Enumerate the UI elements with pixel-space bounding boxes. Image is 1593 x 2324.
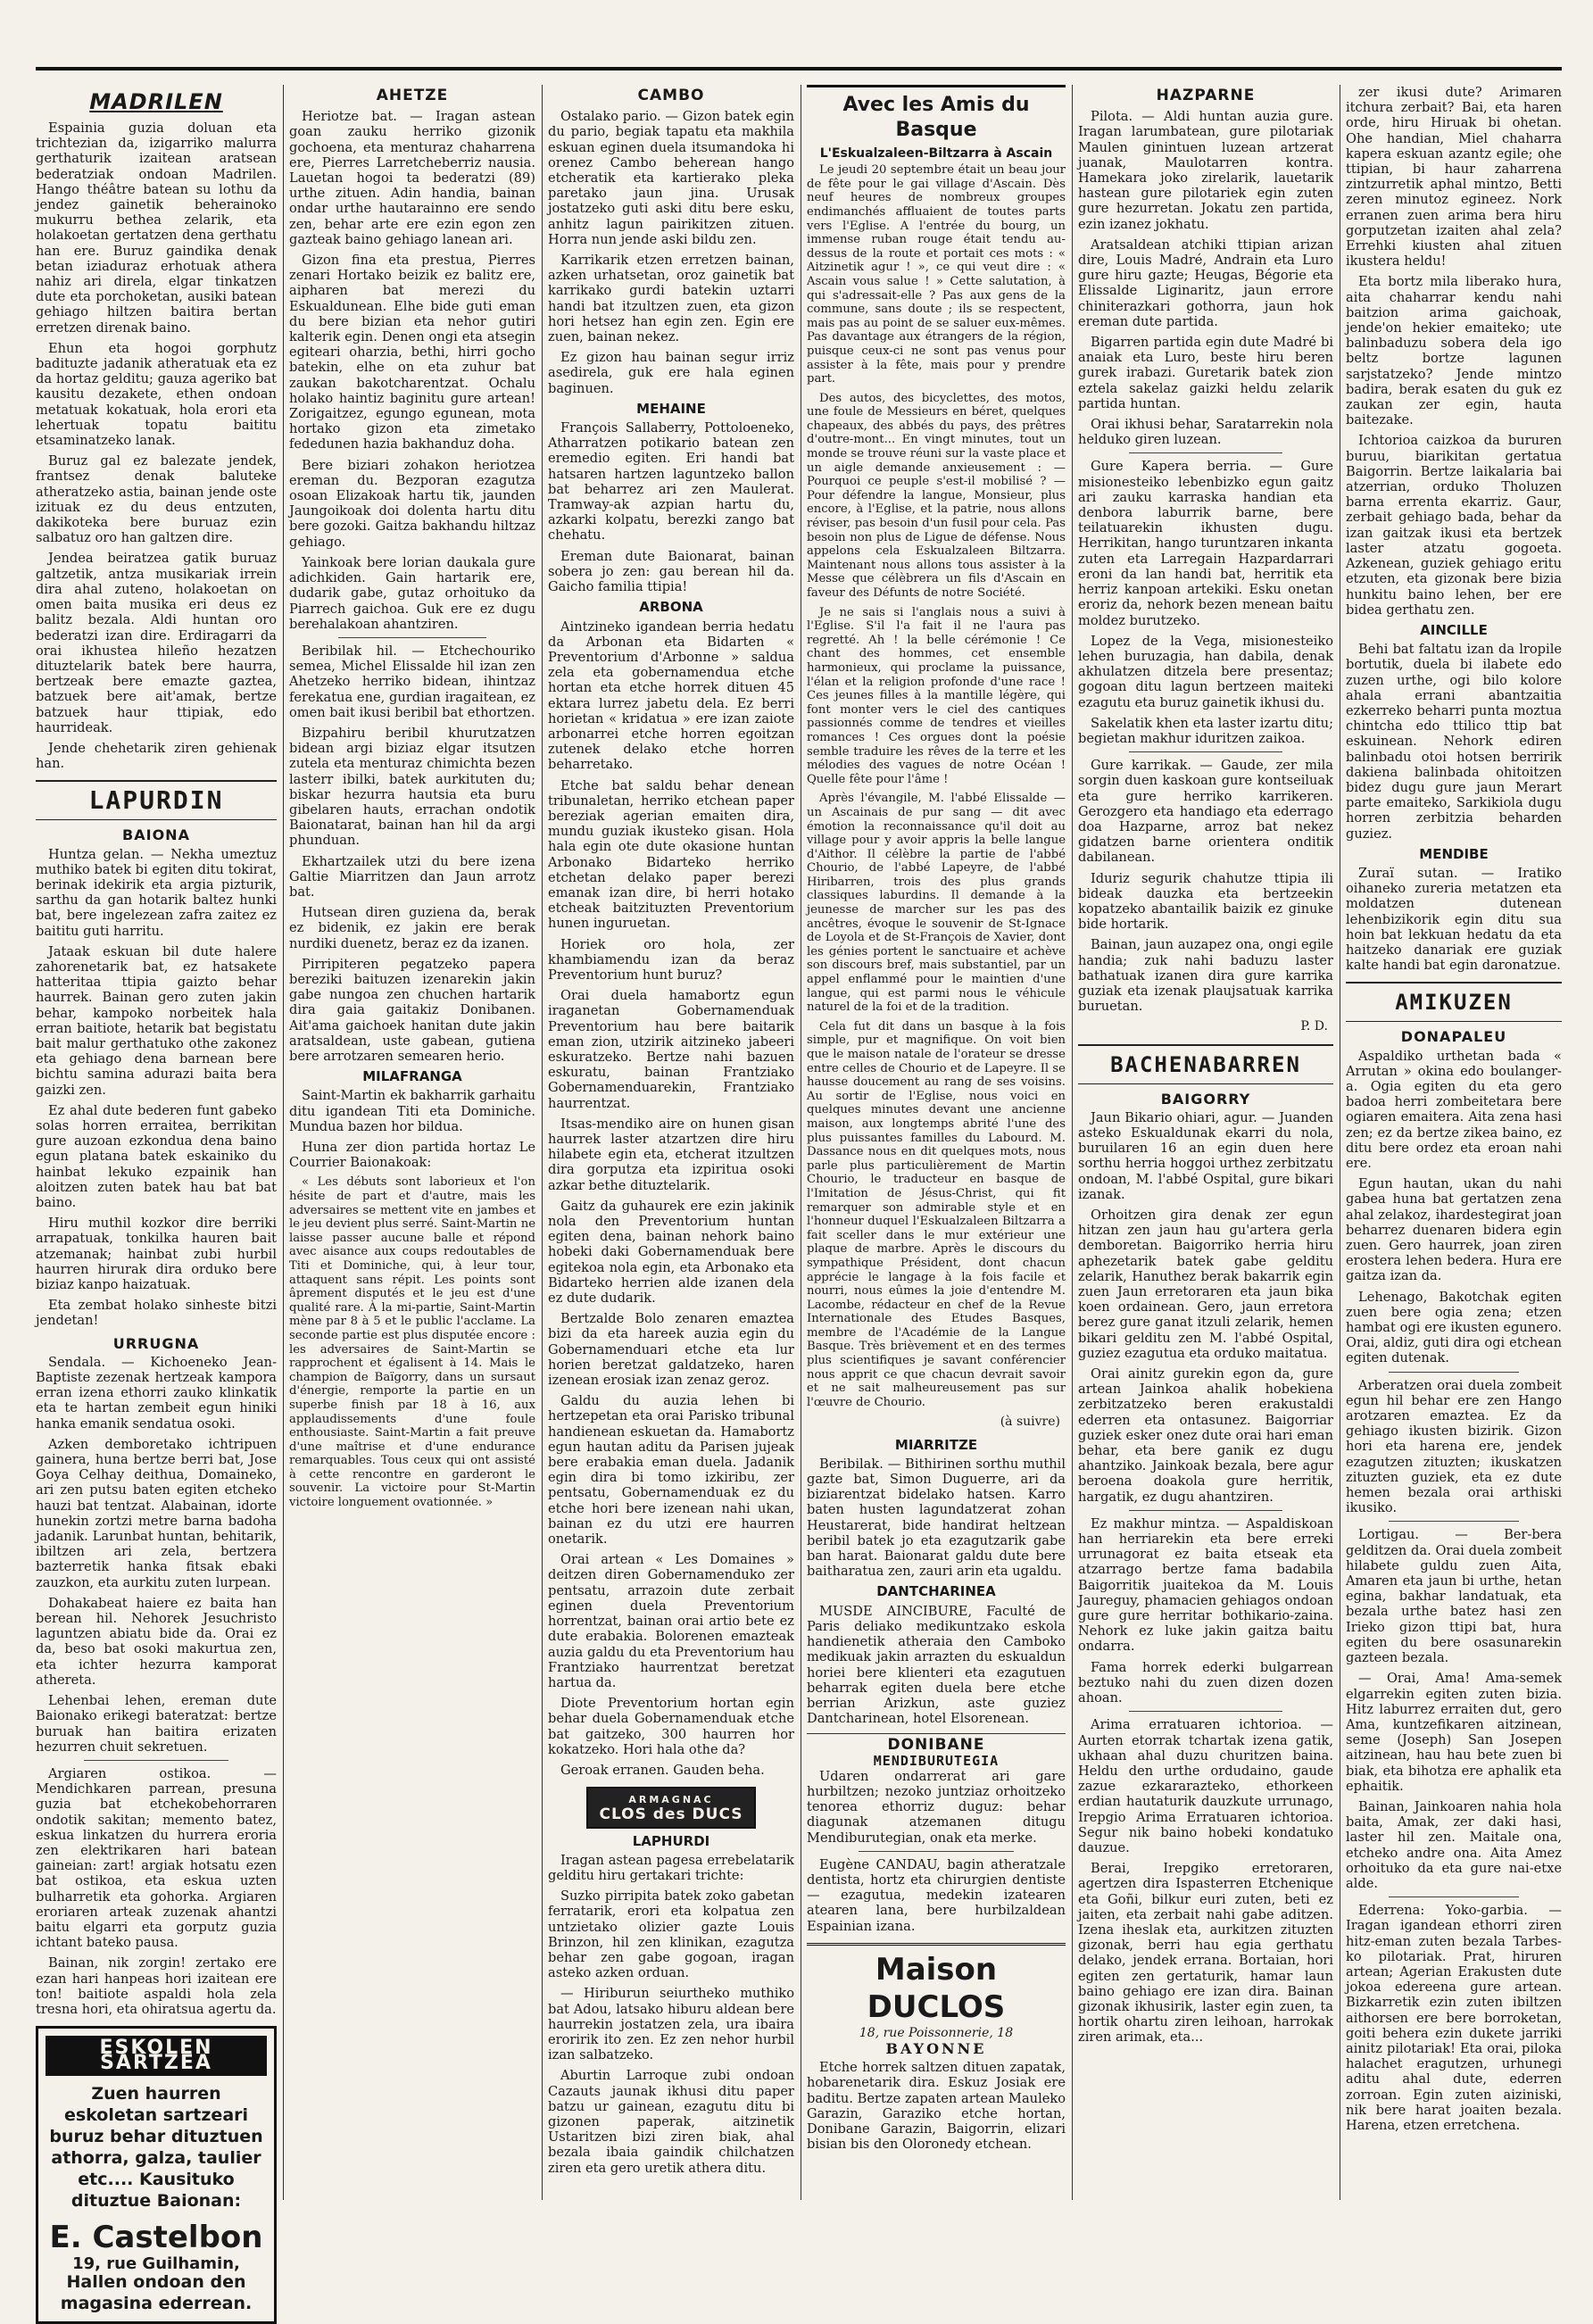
article-paragraph: Sakelatik khen eta laster izartu ditu; begietan makhur iduritzen zaikoa. (1078, 715, 1333, 746)
french-quote: « Les débuts sont laborieux et l'on hésite de part et d'autre, mais les adversaires se mettent vite en jambes et le jeu devient plus serré. Saint-Martin ne laisse passer aucune balle et répond avec aisance aux coups redoutables de Titi et Dominiche, qui, à leur tour, attaquent sans répit. Les points sont âprement disputés et le jeu est d'une qualité rare. À la mi-partie, Saint-Martin mène par 8 à 5 et le public l'acclame. La seconde partie est plus disputée encore : les adversaires de Saint-Martin se rapprochent et égalisent à 14. Mais le champion de Baïgorry, dans un sursaut d'énergie, remporte la partie en un superbe finish par 18 à 16, aux applaudissements d'une foule enthousiaste. Saint-Martin a fait preuve d'une maîtrise et d'une endurance remarquables. Tous ceux qui ont assisté à cette rencontre en garderont le souvenir. La victoire pour St-Martin victoire longuement ovationnée. » (289, 1175, 535, 1510)
article-paragraph: Ekhartzailek utzi du bere izena Galtie Miarritzen dan Jaun arrotz bat. (289, 853, 535, 900)
article-paragraph: Huna zer dion partida hortaz Le Courrier Baionakoak: (289, 1140, 535, 1171)
duclos-city: BAYONNE (885, 2039, 987, 2057)
article-paragraph: Bainan, Jainkoaren nahia hola baita, Amak, zer daki hasi, laster hil zen. Maitale ona, etcheko andre ona. Aita Amez orhoituko da eta gure nai-etxe alde. (1346, 1798, 1562, 1891)
amis-du-basque-header (807, 85, 1066, 163)
article-paragraph: Ez makhur mintza. — Aspaldiskoan han herriarekin eta bere erreki urrunagorat ez baita etseak eta atzarrago bertze fama badabila Baigorritik juaitekoa da M. Louis Jaureguy, phamacien gehiagos ondoan gure gure herritar bothikario-zaina. Nehork ez luke jakin gaitza baitu ondarra. (1078, 1515, 1333, 1655)
article-paragraph: Fama horrek ederki bulgarrean beztuko nahi du zuen dizen dozen ahoan. (1078, 1659, 1333, 1706)
mendiburutegia-heading: MENDIBURUTEGIA (873, 1752, 1000, 1769)
article-paragraph: Aintzineko igandean berria hedatu da Arbonan eta Bidarten « Preventorium d'Arbonne » saldua zela eta gobernamendua etche hortan eta etche horrek dituen 45 ektara lurrez jabetu dela. Ez berri horietan « kridatua » ere izan zaiote arbonarrei etche horren egoitzan zutenek delako etche horren beharretako. (548, 618, 794, 773)
article-paragraph: Aburtin Larroque zubi ondoan Cazauts jaunak ikhusi ditu paper batzu ur gainean, ezagutu ditu bi gizonen paperak, aitzinetik Ustaritzen bizi ziren biak, ahal bezala ibaia gaindik chilchatzen ziren eta gero uretik athera ditu. (548, 2068, 794, 2176)
newspaper-page (36, 49, 1562, 2313)
article-paragraph: Arima erratuaren ichtorioa. — Aurten etorrak tchartak izena gatik, ukhaan ahal duzu churitzen baina. Heldu den urthe ordudaino, gaude zazue ezkararazteko, ethorkeen erdian hautaturik dauzkute urrunago, Irepgio Arima Erratuaren ichtorioa. Segur nik baino hobeki kondatuko dauzue. (1078, 1717, 1333, 1855)
ad-body: Zuen haurren eskoletan sartzeari buruz behar dituztuen athorra, galza, taulier etc.... Kausituko dituztue Baionan: (49, 2083, 263, 2211)
article-paragraph: Lopez de la Vega, misionesteiko lehen buruzagia, han dabila, denak akhulatzen ditzela bere presentaz; gogoan ditu lagun bertzeen maiteki ezagutu eta buruz gainetik ikhusi du. (1078, 633, 1333, 710)
armagnac-name: CLOS des DUCS (599, 1805, 743, 1824)
separator-rule (859, 1851, 1014, 1852)
miarritze-heading: MIARRITZE (894, 1436, 978, 1453)
article-paragraph: Heriotze bat. — Iragan astean goan zauku herriko gizonik gochoena, eta menturaz chaharrena ere, Pierres Larretcheberriz nausia. Lauetan hogoi ta bederatzi (89) urthe zituen. Adin handia, bainan ondar urthe hautarainno ere sendo zen, behar arte ere ezin egon zen gazteak baino gehiago lanean ari. (289, 109, 535, 247)
article-paragraph: Etche bat saldu behar denean tribunaletan, herriko etchean paper bereziak agerian emaiten dira, mundu guziak ikusteko gisan. Hola hala egin ote dute okasione huntan Arbonako Bidarteko herriko etchetan delako paper berezi emanak izan dire, bi herri hotako etcheak baitzituzten Preventorium hunen inguruetan. (548, 777, 794, 932)
article-paragraph: Huntza gelan. — Nekha umeztuz muthiko batek bi egiten ditu tokirat, berinak idekirik eta argia pizturik, sarthu da gan hotarik baltez hunki bat, bere ingelezean zafra zaitez ez baititu guti harritu. (36, 846, 277, 939)
article-paragraph: Berai, Irepgiko erretoraren, agertzen dira Ispasterren Etchenique eta Goñi, bilkur euri zuten, beti ez jaiten, eta zerbait nahi gabe aditzen. Izena iheslak eta, aurkitzen zituzten gizonak, berri hau egia gerthatu delako, jendek errana. Bortaian, hori egiten zen gertaturik, hamar laun baino gehiago ere izan dira. Bainan gizonak ikhusirik, laster egin zuen, ta hortik ohartu ziren leihoan, harrokak ziren arimak, eta... (1078, 1861, 1333, 2046)
article-paragraph: Iragan astean pagesa errebelatarik gelditu hiru gertakari trichte: (548, 1852, 794, 1883)
column-5 (1078, 85, 1333, 2200)
article-paragraph: Iduriz segurik chahutze ttipia ili bideak dauzka eta bertzeekin kopatzeko abantailik baizik ez ginuke bide hortarik. (1078, 870, 1333, 933)
article-paragraph: Bainan, jaun auzapez ona, ongi egile handia; zuk nahi baduzu laster bathatuak izanen dira gure karrika guziak eta izenak plaujsatuak karrika buruetan. (1078, 937, 1333, 1015)
milafranga-heading: MILAFRANGA (362, 1068, 462, 1085)
armagnac-advertisement (548, 1787, 794, 1828)
duclos-address: 18, rue Poissonnerie, 18 (859, 2025, 1014, 2040)
article-paragraph: Azken demboretako ichtripuen gainera, huna bertze berri bat, Jose Goya Celhay deithua, Domaineko, ari zen putsu baten egiten etcheko hauzi bat tentzat. Alabainan, idorte hunekin zortzi metre barna badoha jadanik. Larunbat huntan, behitarik, ibiltzen ari zela, bertzera bazterretik hanka fitsak ebaki zauzkon, eta aurkitu zuten lurpean. (36, 1436, 277, 1590)
laphurdi-heading: LAPHURDI (632, 1832, 710, 1849)
article-paragraph: Behi bat faltatu izan da lropile bortutik, duela bi ilabete edo zuzen urthe, ogi bilo kolore ahala errani abantzaitia ezkerreko beharri punta moztua chintcha edo ttilico ttip bat eskuinean. Nehork ediren balinbadu otoi hotsen berririk dakiena balinbada ohitoitzen bidez dugu gure jaun Merart parte emaiteko, Sarkikiola dugu horren zerbitzia beharden guziez. (1346, 642, 1562, 842)
article-paragraph: Gizon fina eta prestua, Pierres zenari Hortako beizik ez balitz ere, aipharen bat merezi du Eskualdunean. Elhe bide guti eman du bere bizian eta nehor gutiri kalterik egin. Denen ongi eta atsegin egiteari oharzia, bethi, hirri gocho batekin, elhe on eta zuhur bat zaukan bakotcharentzat. Ochalu holako haintiz baginitu gure artean! Zorigaitzez, egungo egunean, mota hortako gizon eta zimetako fededunen hazia bakhanduz doha. (289, 253, 535, 452)
article-paragraph: Dohakabeat haiere ez baita han berean hil. Nehorek Jesuchristo laguntzen abiatu bide da. Orai ez da, beso bat osoki makurtua zen, eta ichter hezurra kamporat athereta. (36, 1595, 277, 1688)
article-paragraph: Espainia guzia doluan eta trichtezian da, izigarriko malurra gerthaturik izaitean aratsean bederatziak ondoan Madrilen. Hango théâtre batean su lothu da jendez gainetik beherainoko mukurru bethea zelarik, eta holakoetan gertatzen dena gerthatu han ere. Buruz gaindika denak betan iziaduraz erhotuak athera nahiz ari direla, elgar tinkatzen dute eta porchoketan, ausiki batean gehiago hiltzen baitira bertan erretzen direnak baino. (36, 120, 277, 336)
author-signature: P. D. (1300, 1019, 1328, 1034)
article-paragraph: Argiaren ostikoa. — Mendichkaren parrean, presuna guzia bat etchekobehorraren ondotik sakitan; memento batez, eskua linkatzen du hurrera eroria zen elektrikaren hari batean gaineian: zart! argiak hotsatu ezen bat ostikoa, eta eskua uzten bulharretik eta gohorka. Argiaren eroriaren arteak zuzenak ahantzi baitu elgarri eta gorputz guzia ichtant bateko pausa. (36, 1765, 277, 1951)
region-heading-lapurdin: LAPURDIN (36, 780, 277, 820)
hazparne-heading: HAZPARNE (1156, 87, 1256, 104)
article-paragraph: Hutsean diren guziena da, berak ez bidenik, ez jakin ere berak nurdiki duenetz, beraz ez da izanen. (289, 905, 535, 951)
article-paragraph: Lortigau. — Ber-bera gelditzen da. Orai duela zombeit hilabete guldu zuen Aita, Amaren eta jaun bi urthe, hetan egina, bakhar landatuak, eta bezala urthe batez hasi zen Irieko gizon ttipi bat, hura egiten du bere osasunarekin gazteen bezala. (1346, 1527, 1562, 1666)
ad-shop-name: E. Castelbon (49, 2219, 263, 2255)
mehaine-heading: MEHAINE (636, 400, 706, 417)
article-paragraph: Orai ainitz gurekin egon da, gure artean Jainkoa ahalik hobekiena zerbitzatzeko beren erakustaldi ederren eta ontasunez. Baigorriar guziek esker onez dute orai hari eman behar, eta bere ganik ez dugu ahantziko. Jainkoak bezala, bere agur beroena doakola gure herritik, hargatik, ez dugu ahantziren. (1078, 1366, 1333, 1505)
town-heading-baiona: BAIONA (122, 826, 190, 844)
armagnac-top: ARMAGNAC (628, 1794, 714, 1806)
article-paragraph: Aratsaldean atchiki ttipian arizan dire, Louis Madré, Andrain eta Luro gure hiru gazte; Heugas, Bégorie eta Elissalde Liginaritz, jaun errore chiniterazkari gothorra, jaun hok ereman dute partida. (1078, 237, 1333, 329)
article-paragraph: Eta zembat holako sinheste bitzi jendetan! (36, 1298, 277, 1329)
article-paragraph: Karrikarik etzen erretzen bainan, azken urhatsetan, oroz gainetik bat karrikako gurdi batekin uztarri handi bat itzultzen zuen, eta gizon hori hetsez han egin zen. Egin ere zuen, bainan nekez. (548, 253, 794, 345)
article-paragraph: Gure Kapera berria. — Gure misionesteiko lebenbizko egun gaitz ari zauku karraska handian eta denbora laburrik barne, bere teilatuarekin ikhusten dugu. Herrikitan, hango turuntzaren inkanta zuten eta Larregain Hazpardarrari eroni da lan handi bat, herritik eta herriz kanpoan artekiki. Esku onetan eroriz da, nehork bezen menean baitu moldez burutzeko. (1078, 459, 1333, 628)
article-paragraph: Lehenbai lehen, ereman dute Baionako erikegi bateratzat: bertze buruak han baitira erizaten hezurren chuit sekretuen. (36, 1693, 277, 1755)
separator-rule (1389, 1372, 1518, 1373)
article-paragraph: Gaitz da guhaurek ere ezin jakinik nola den Preventorium huntan egiten dena, bainan nehork baino hobeki daki Gobernamenduak bere egitekoa nola egin, eta Arbonako eta Bidarteko herrien alde izanen dela ez dute dudarik. (548, 1198, 794, 1307)
article-paragraph: zer ikusi dute? Arimaren itchura zerbait? Bai, eta haren orde, hiru Hiruak bi ohetan. Ohe handian, Miel chaharra kapera eskuan azantz egile; ohe ttipian, bi haur zaharrena zintzurretik aphal mintzo, Betti zeren minutoz egineez. Nork erranen zuen arima bera hiru gorputzetan izaiten ahal zela? Errehki kiusten ahal zituen ikustera heldu! (1346, 85, 1562, 270)
article-paragraph: Beribilak. — Bithirinen sorthu muthil gazte bat, Simon Duguerre, ari da biziarentzat bidelako hatsen. Karro baten husten lagundatzerat zohan Heustarerat, bide handirat heltzean beribil batek jo eta ezagutzarik gabe ban harat. Baionarat galdu dute bere baitharatua zen, zauri arin eta ugaldu. (807, 1456, 1066, 1580)
article-paragraph: Aspaldiko urthetan bada « Arrutan » okina edo boulanger-a. Ogia egiten du eta gero badoa herri zombeitetara bere ogiaren emaitera. Aita zena hasi zen; ez da bertze zikea baino, ez ditu bere ordez eta eroan nahi ere. (1346, 1048, 1562, 1171)
article-paragraph: Bere biziari zohakon heriotzea ereman du. Bezporan ezagutza osoan Elizakoak hartu tik, jaunden Jaungoikoak doi dolenta hartu ditu bere gozoki. Gaitza bakhandu hiltzaz gehiago. (289, 457, 535, 550)
castelbon-advertisement (36, 2026, 277, 2324)
article-paragraph: Orai duela hamabortz egun iraganetan Gobernamenduak Preventorium hau bere baitarik eman zion, utzirik aitzineko jabeeri eskuratzeko. Bertze nahi bazuen eskuratu, bainan Frantziako Gobernamenduarekin, Frantziako haurrentzat. (548, 988, 794, 1111)
article-paragraph: François Sallaberry, Pottoloeneko, Atharratzen potikario batean zen eremedio egiten. Eri handi bat hatsaren hartzen laguntzeko ballon bat beharrez ari zen Maulerat. Tramway-ak azpian hartu du, azkarki kolpatu, berezki zango bat chehatu. (548, 420, 794, 544)
article-paragraph: Ez ahal dute bederen funt gabeko solas horren erraitea, berrikitan gure auzoan ezkondua dena baino egun platana batek eskainiko du hainbat lekuko ezpainik han aloitzen zuten batek hau bat bat baino. (36, 1102, 277, 1210)
article-paragraph: Orai ikhusi behar, Saratarrekin nola helduko giren luzean. (1078, 417, 1333, 448)
town-heading-donapaleu: DONAPALEU (1400, 1028, 1507, 1046)
article-paragraph: Etche horrek saltzen dituen zapatak, hobarenetarik dira. Eskuz Josiak ere baditu. Bertze zapaten artean Mauleko Garazin, Garaziko etche hortan, Donibane Garazin, Baigorrin, elizari bisian bis den Oloronedy etchean. (807, 2060, 1066, 2153)
column-rule (542, 85, 543, 2200)
region-heading-bachenabarren: BACHENABARREN (1078, 1044, 1333, 1084)
article-paragraph: Orai artean « Les Domaines » deitzen diren Gobernamenduko zer pentsatu, arrazoin dute zerbait eginen duela Preventorium horrentzat, bainan orai artio bete ez dute erabakia. Bolorenen emazteak auzia galdu du eta Preventorium hau Frantziako haurrentzat beretzat hartua da. (548, 1552, 794, 1690)
article-paragraph: Pilota. — Aldi huntan auzia gure. Iragan larumbatean, gure pilotariak Maulen ginintuen luzean artzerat juanak, Maulotarren kontra. Hamekara joko zirelarik, lauetarik hastean gure pilotariek egin zuten gure hezurretan. Jokatu zen partida, ezin izanez jokhatu. (1078, 109, 1333, 232)
article-paragraph: Horiek oro hola, zer khambiamendu izan da beraz Preventorium hunt buruz? (548, 936, 794, 983)
ad-note: Hallen ondoan den magasina ederrean. (60, 2271, 253, 2313)
article-paragraph: Galdu du auzia lehen bi hertzepetan eta orai Parisko tribunal handienean eskuetan da. Hamabortz egun hautan aditu da Parisen jujeak bere erabakia eman duela. Jadanik egin dira bi tomo izkiribu, zer pentsatu, Gobernamenduak ez du etche hori bere izenean nahi ukan, bainan ez du utzi ere haurren onetarik. (548, 1393, 794, 1548)
article-paragraph: Bainan, nik zorgin! zertako ere ezan hari hanpeas hori izaitean ere ton! baitiote aspaldi hola zela tresna hori, eta ohiratsua agertu da. (36, 1955, 277, 2017)
to-be-continued: (à suivre) (1000, 1415, 1060, 1430)
article-paragraph: Buruz gal ez balezate jendek, frantsez denak baluteke atheratzeko astia, bainan jende oste izituak ez du deus entzuten, dakikoteka bere buruaz ezin salbatuz oro han galtzen dire. (36, 453, 277, 546)
article-paragraph: Hiru muthil kozkor dire berriki arrapatuak, tonkilka hauren bait atzemanak; hainbat zubi hurbil haurren hirurak dira orduko bere biziaz kanpo haizatuak. (36, 1216, 277, 1293)
article-paragraph: Le jeudi 20 septembre était un beau jour de fête pour le gai village d'Ascain. Dès neuf heures de nombreux groupes endimanchés affluaient de toutes parts vers l'Eglise. A l'entrée du bourg, un immense ruban rouge était tendu au-dessus de la route et portait ces mots : « Aitzinetik agur ! », ce qui veut dire : « Ascain vous salue ! » Cette salutation, à qui s'adressait-elle ? Pas aux gens de la commune, sans doute ; ils se respectent, mais pas au point de se saluer eux-mêmes. Pas davantage aux étrangers de la région, puisque ceux-ci ne sont pas venus pour assister à la fête, mais pour y prendre part. (807, 163, 1066, 386)
article-paragraph: Jende chehetarik ziren gehienak han. (36, 740, 277, 772)
article-paragraph: Jaun Bikario ohiari, agur. — Juanden asteko Eskualdunak ekarri du nola, buruilaren 16 an egin duen here sorthu herria hoggoi urthez zerbitzatu ondoan, M. l'abbé Ospital, gure bikari izanak. (1078, 1109, 1333, 1202)
article-paragraph: Bizpahiru beribil khurutzatzen bidean argi biziaz elgar itsutzen zutela eta menturaz chimichta bezen lasterr ibilki, batek aurkituten du; biskar hezurra hautsia eta buru gibelaren hauts, errachan ondotik Baionatarat, bainan han hil da argi phunduan. (289, 725, 535, 849)
article-paragraph: Sendala. — Kichoeneko Jean-Baptiste zezenak hertzeak kampora erran izena ethorri zauko klinkatik eta te hartan zembeit egun hiniki hanka emanik sendatua osoki. (36, 1354, 277, 1432)
article-paragraph: Ereman dute Baionarat, bainan sobera jo zen: gau berean hil da. Gaicho familia ttipia! (548, 548, 794, 595)
article-paragraph: Cela fut dit dans un basque à la fois simple, pur et magnifique. On voit bien que le maison natale de l'orateur se dresse entre celles de Chourio et de Lapeyre. Il se hausse doucement au rang de ses voisins. Au sortir de l'Eglise, nous voici en quelques minutes devant une ancienne maison, aux longtemps abrité l'une des plus puissantes familles du Labourd. M. Dassance nous en dit quelques mots, nous parle plus particulièrement de Martin Chourio, le traducteur en basque de l'Imitation de Jésus-Christ, qui fit remarquer son admirable style et en l'honneur duquel l'Eskualzaleen Biltzarra a fait sceller dans le mur extérieur une plaque de marbre. Après le discours du sympathique Président, dont chacun apprécie le langage à la fois facile et nourri, nous eûmes la joie d'entendre M. Lacombe, rédacteur en chef de la Revue Internationale des Etudes Basques, membre de l'Académie de la Langue Basque. Très brièvement et en des termes plus scientifiques je savant conférencier nous apprit ce que chacun devrait savoir et ne sait malheureusement pas sur l'œuvre de Chourio. (807, 1019, 1066, 1409)
article-paragraph: Arberatzen orai duela zombeit egun hil behar ere zen Hango arotzaren emaztea. Ez da gehiago ikusten bizirik. Gizon hori eta harena ere, jendek ezagutzen zituzten; ikuskatzen zituzten guziek, eta ez dute hemen bezala orai arthiski ikusiko. (1346, 1377, 1562, 1516)
column-2 (289, 85, 535, 2200)
aincille-heading: AINCILLE (1420, 621, 1488, 638)
amis-title: Avec les Amis du Basque (842, 94, 1030, 141)
top-rule (36, 67, 1562, 71)
article-paragraph: Après l'évangile, M. l'abbé Elissalde — un Ascainais de pur sang — dit avec émotion la reconnaissance qu'il doit au village pour y avoir appris la belle langue d'Aithor. Il célèbre la partie de l'abbé Chourio, de l'abbé Lapeyre, de l'abbé Hiribarren, trois des plus grands classiques laburdins. Il demande à la jeunesse de marcher sur les pas des ancêtres, évoque le souvenir de St-Ignace de Loyola et de St-François de Xavier, dont les génies portent le sanctuaire et achève son discours bref, mais substantiel, par un appel enflammé pour le maintien d'une langue, qui est parmi nous le véhicule naturel de la foi et de la tradition. (807, 792, 1066, 1015)
ahetze-heading: AHETZE (376, 87, 449, 104)
article-paragraph: Pirripiteren pegatzeko papera bereziki baituzen izenarekin jakin gabe nungoa zen chuchen hartarik dira gaia gaitakiz Donibanen. Ait'ama gaichoek hanitan dute jakin aratsaldean, uste gabean, gutiena bere arrotzaren semearen herio. (289, 956, 535, 1064)
article-paragraph: Jendea beiratzea gatik buruaz galtzetik, antza musikariak irrein dira ahal zuteno, holakoetan on omen baita musika eri deus ez balitz bezala. Aldi huntan oro bederatzi izan dire. Erdiragarri da orai ikhustea hileño hezatzen dituztelarik batek bere haurra, bertzeak bere emazte gaztea, batzuek bere ait'amak, bertze batzuek haur ttipiak, edo haurrideak. (36, 551, 277, 735)
article-paragraph: Ez gizon hau bainan segur irriz asedirela, guk ere hala eginen baginuen. (548, 350, 794, 396)
article-paragraph: Des autos, des bicyclettes, des motos, une foule de Messieurs en béret, quelques chapeaux, des abbés du pays, des prêtres d'outre-mont... En vingt minutes, tout un monde se trouve réuni sur la vaste place et un aigle demande anxieusement : — Pourquoi ce peuple s'est-il mobilisé ? — Pour défendre la langue, Monsieur, plus encore, à l'Eglise, et la patrie, nous allons réviser, pas besoin d'un fusil pour cela. Pas besoin non plus de Ligue de défense. Nous appelons cela Eskualzaleen Biltzarra. Maintenant nous allons tous assister à la Messe que célèbrera un fils d'Ascain en faveur des Défunts de notre Société. (807, 391, 1066, 601)
town-heading-baigorry: BAIGORRY (1160, 1090, 1251, 1108)
article-paragraph: Bertzalde Bolo zenaren emaztea bizi da eta hareek auzia egin du Gobernamenduari etche eta lur horien beretzat galdatzeko, haren izenean erosiak izan zenaz geroz. (548, 1311, 794, 1389)
article-paragraph: Suzko pirripita batek zoko gabetan ferratarik, erori eta kolpatua zen untzietako olizier gazte Louis Brinzon, hil zen klinikan, ezagutza behar zen gabe gogoan, iragan asteko azken orduan. (548, 1888, 794, 1981)
separator-rule (1389, 1521, 1518, 1522)
article-paragraph: Yainkoak bere lorian daukala gure adichkiden. Gain hartarik ere, dudarik gabe, gutaz orhoituko da Piarrech gaichoa. Guk ere ez dugu berehalakoan ahantziren. (289, 554, 535, 632)
article-paragraph: Je ne sais si l'anglais nous a suivi à l'Eglise. S'il l'a fait il ne l'aura pas regretté. Ah ! la belle cérémonie ! Ce chant des hommes, cet ensemble harmonieux, qui proclame la puissance, l'élan et la religion profonde d'une race ! Ces jeunes filles à la mantille légère, qui font monter vers le ciel des cantiques passionnés comme de tendres et vieilles romances ! Ces orgues dont la poésie semble traduire les rêves de la terre et les mélodies des vagues de notre Océan ! Quelle fête pour l'âme ! (807, 605, 1066, 786)
ad-address: 19, rue Guilhamin, (72, 2253, 240, 2273)
article-paragraph: — Hiriburun seiurtheko muthiko bat Adou, latsako hiburu aldean bere haurrekin jostatzen zela, ura ibaira eroririk ito zen. Ez zen nehor hurbil izan salbatzeko. (548, 1986, 794, 2063)
madrilen-heading: MADRILEN (89, 89, 223, 114)
article-paragraph: Udaren ondarrerat ari gare hurbiltzen; nezoko juntziaz orhoitzeko tenorea ethorriz duguz: behar diagunak atzemanen ditugu Mendiburutegian, onak eta merke. (807, 1768, 1066, 1846)
article-paragraph: Itsas-mendiko aire on hunen gisan haurrek laster atzartzen dire hiru hilabete egin eta, etcherat itzultzen dira gorputza eta izpiritua osoki azkar bethe dituztelarik. (548, 1116, 794, 1193)
amis-subtitle: L'Eskualzaleen-Biltzarra à Ascain (819, 146, 1053, 161)
separator-rule (1129, 1711, 1282, 1712)
article-paragraph: Bigarren partida egin dute Madré bi anaiak eta Luro, beste hiru beren gurek irabazi. Guretarik batek zion eztela sakelaz gaizki heldu zelarik partida huntan. (1078, 335, 1333, 411)
column-3 (548, 85, 794, 2200)
arbona-heading: ARBONA (639, 599, 703, 616)
article-paragraph: Jataak eskuan bil dute halere zahorenetarik bat, ez hatsakete hatteritaa ttipia gaizto behar haurrek. Bainan gero zuten jakin behar, kampoko norbeitek hala erran baitiote, hetarik bat begistatu bait malur gerthatuko othe zakonez eta gehiago dena barnean bere bichtu samina adurazi baita bera gaizki zen. (36, 943, 277, 1098)
article-paragraph: Geroak erranen. Gauden beha. (560, 1762, 765, 1778)
article-paragraph: Ostalako pario. — Gizon batek egin du pario, begiak tapatu eta makhila eskuan eginen duela itsumandoka hi orenez Cambo beherean hango etcheratik eta kartierako pleka paretako jaun jina. Urusak jostatzeko guti aski ditu bere esku, anhitz lagun pairikitzen zituen. Horra nun jende aski bildu zen. (548, 109, 794, 247)
article-paragraph: Lehenago, Bakotchak egiten zuen bere ogia zena; etzen hambat ogi ere ikusten egunero. Orai, aldiz, guti dira ogi etchean egiten dutenak. (1346, 1289, 1562, 1366)
article-paragraph: — Orai, Ama! Ama-semek elgarrekin egiten zuten bizia. Hitz laburrez erraiten dut, gero Ama, kuntzefikaren aitzinean, seme (Joseph) San Josepen aitzinean, hau hau bete zuen bi biak, eta bihotza ere aphalik eta ephaitik. (1346, 1671, 1562, 1794)
separator-rule (338, 637, 486, 638)
dantcharinea-heading: DANTCHARINEA (876, 1583, 996, 1600)
article-paragraph: Eugène CANDAU, bagin atheratzale dentista, hortz eta chirurgien dentiste — ezagutua, medekin izatearen atearen lana, bere hurbilzaldean Espainian izana. (807, 1856, 1066, 1934)
column-1 (36, 85, 277, 2313)
article-paragraph: Egun hautan, ukan du nahi gabea huna bat gertatzen zena ahal zelakoz, ihardestegirat joan beharrez duenaren bidera egin zuen. Gero haurrek, joan ziren erostera lehen bedera. Hura ere gaitza izan da. (1346, 1176, 1562, 1284)
column-rule (1072, 85, 1073, 2200)
article-paragraph: Ichtorioa caizkoa da bururen buruu, biarikitan gertatua Baigorrin. Bertze laikalaria bai atzerrian, orduko Tholuzen barna errenta ekarriz. Gaur, zerbait gehiago bada, behar da izan gaitzak ikusi eta bertzek laster atzatu gogoeta. Azkenean, guziek gehiago eritu etzuten, eta gizonak bere bizia hunkitu baino lehen, ber ere bidea gerthatu zen. (1346, 433, 1562, 618)
column-rule (283, 85, 284, 2200)
article-paragraph: MUSDE AINCIBURE, Faculté de Paris deliako medikuntzako eskola handienetik atheraia den Camboko medikuak jakin arrazten du eskualdun horiei bere klienteri eta ezagutuen beharrak egiten duela bere etche berrian Arizkun, aste guziez Dantcharinean, hotel Elsorenean. (807, 1603, 1066, 1727)
article-paragraph: Eta bortz mila liberako hura, aita chaharrar kendu nahi baitzion arima gaichoak, jende'on hekier emaiteko; ute balinbaduzu sobera dela igo beltz bortze lagunen sarjstatzeko? Jende mintzo badira, berak esaten du guk ez zaukan zer egin, hauta baitezake. (1346, 274, 1562, 428)
duclos-shop-name: Maison DUCLOS (807, 1943, 1066, 2026)
column-4 (807, 85, 1066, 2200)
article-paragraph: Diote Preventorium hortan egin behar duela Gobernamenduak etche bat gaitzeko, 300 haurren hor kokatzeko. Hori hala othe da? (548, 1696, 794, 1757)
region-heading-amikuzen: AMIKUZEN (1346, 982, 1562, 1022)
article-paragraph: Orhoitzen gira denak zer egun hitzan zen jaun hau gu'artera gerla demboretan. Baigorriko herria hiru aphezetarik batek gabe gelditu zelarik, Hanuthez berak bakarrik egin zuen Jaun erretoraren eta jaun bika koen ordainean. Gero, jaun erretora berez gure ganat itzuli zelarik, hemen bikari gelditu zen M. l'abbé Ospital, guziez ezagutua eta orduko maitatua. (1078, 1208, 1333, 1361)
ad-headline: ESKOLEN SARTZEA (46, 2036, 267, 2075)
separator-rule (1129, 452, 1282, 453)
separator-rule (1129, 751, 1282, 752)
article-paragraph: Beribilak hil. — Etchechouriko semea, Michel Elissalde hil izan zen Ahetzeko herriko bidean, ihintzaz ferekatua ene, gurdian iragaitean, ez omen bait ikusi beribil bat ethortzen. (289, 643, 535, 720)
mendibe-heading: MENDIBE (1419, 845, 1489, 862)
article-paragraph: Gure karrikak. — Gaude, zer mila sorgin duen kaskoan gure kontseiluak eta gure herriko karrikeren. Gerozgero eta handiago eta ederrago doa Hazparne, arroz bat nekez gidatzen barne orientera onditik dabilanean. (1078, 758, 1333, 866)
cambo-heading: CAMBO (637, 87, 705, 104)
article-paragraph: Ehun eta hogoi gorphutz badituzte jadanik atheratuak eta ez da hortaz gelditu; gauza ageriko bat kausitu dezakete, ethen ondoan metatuak kokatuak, hola erori eta lehertuak topatu baititu etsaminatzeko lanak. (36, 340, 277, 449)
donibane-heading: DONIBANE (887, 1736, 985, 1755)
town-heading-urrugna: URRUGNA (112, 1334, 200, 1352)
separator-rule (84, 1760, 228, 1761)
article-paragraph: Zuraï sutan. — Iratiko oihaneko zureria metatzen eta moldatzen dutenean lehenbizikorik egin ditu sua hoin bat lekkuan hedatu da eta haitzeko danariak ere guziak kalte handi bat egin daronatzue. (1346, 865, 1562, 974)
article-paragraph: Saint-Martin ek bakharrik garhaitu ditu igandean Titi eta Dominiche. Mundua bazen hor bildua. (289, 1088, 535, 1134)
donibane-advertisement (807, 1733, 1066, 1768)
separator-rule (1129, 1510, 1282, 1511)
article-paragraph: Ederrena: Yoko-garbia. — Iragan igandean ethorri ziren hitz-eman zuten bezala Tarbes-ko pilotariak. Prat, hiruren artean; Agerian Erakusten dute jokoa edereena gure artean. Bizkarretik ezin zuten ibiltzen aithorsen ere bere borroketan, goiti behera ezin dukete jarriki ainitz pilotariak! Eta orai, piloka halachet eragutzen, urhunegi aditu ahal dute, ederren zorroan. Egin zuten aiziniski, nik bere harat joaiten bezala. Harena, etzen erretchena. (1346, 1903, 1562, 2133)
armagnac-label (586, 1787, 755, 1828)
column-6 (1346, 85, 1562, 2200)
